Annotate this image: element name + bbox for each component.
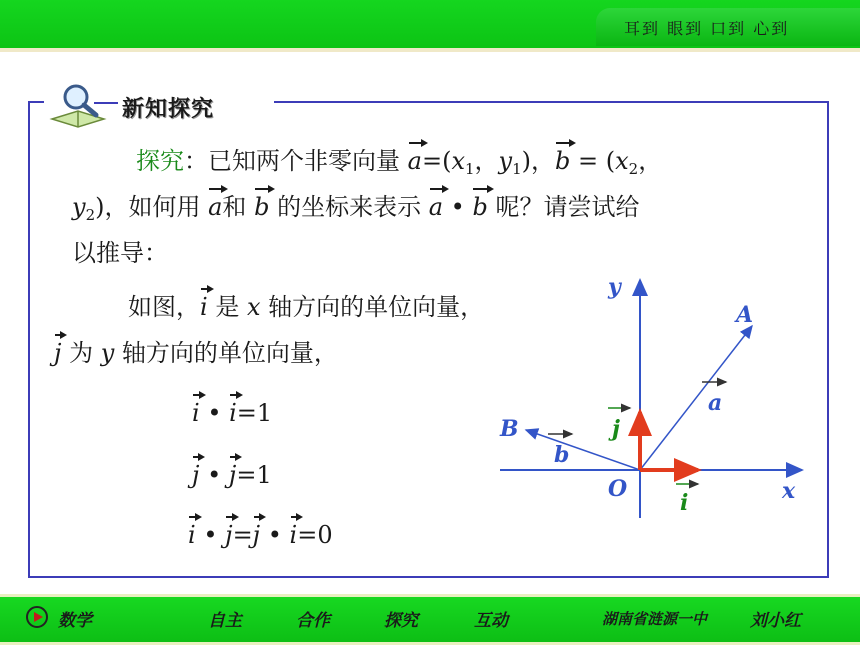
explore-line-3: 以推导：	[72, 239, 168, 267]
text: ：已知两个非零向量	[184, 147, 408, 175]
var-y: y	[100, 339, 115, 367]
var-y: y	[498, 147, 513, 175]
var-x: x	[451, 147, 465, 175]
point-b-label: B	[500, 416, 519, 442]
var-x: x	[246, 293, 261, 321]
subscript: 1	[464, 160, 475, 178]
vector-j: j	[228, 461, 237, 489]
vector-b-label: b	[554, 442, 570, 468]
vector-b: b	[254, 193, 270, 221]
vector-i: i	[289, 521, 298, 549]
vector-i-label: i	[680, 490, 689, 516]
text: =	[232, 521, 253, 549]
dot: •	[199, 461, 229, 489]
explain-line-1	[128, 292, 484, 322]
origin-label: O	[608, 476, 628, 502]
text: =(	[421, 147, 452, 175]
text: 轴方向的单位向量，	[260, 293, 485, 321]
text: ，	[638, 147, 663, 175]
formula-i-dot-i	[192, 398, 272, 428]
footer-school: 湖南省涟源一中	[602, 610, 708, 628]
explore-label: 探究	[136, 147, 184, 175]
subscript: 2	[85, 206, 96, 224]
dot: •	[199, 399, 230, 427]
text: 轴方向的单位向量，	[114, 339, 338, 367]
slogan: 耳到 眼到 口到 心到	[624, 19, 790, 38]
vector-j: j	[225, 521, 233, 549]
text: =1	[236, 399, 273, 427]
vector-a-arrow	[640, 326, 752, 470]
var-x: x	[615, 147, 629, 175]
subscript: 2	[628, 160, 639, 178]
vector-i: i	[188, 521, 196, 549]
text: )，	[521, 147, 556, 175]
play-icon[interactable]	[26, 606, 48, 628]
vector-b-arrow	[526, 430, 640, 470]
formula-j-dot-j	[192, 460, 272, 490]
bottom-banner	[0, 594, 860, 645]
text: = (	[570, 147, 616, 175]
y-axis-label: y	[608, 274, 621, 300]
footer-divider-top	[0, 594, 860, 597]
vector-a: a	[428, 193, 444, 221]
vector-i: i	[200, 293, 208, 321]
footer-subject[interactable]: 数学	[58, 611, 92, 631]
vector-a: a	[208, 193, 223, 221]
vector-a: a	[407, 147, 422, 175]
text: 和	[222, 193, 255, 221]
dot: •	[260, 521, 290, 549]
explain-line-2	[54, 338, 338, 368]
text: )，如何用	[95, 193, 209, 221]
x-axis-label: x	[782, 478, 796, 504]
nav-tanjiu[interactable]: 探究	[384, 611, 418, 631]
coordinate-diagram	[490, 270, 820, 530]
text: 如图，	[128, 293, 200, 321]
point-a-label: A	[736, 302, 754, 328]
vector-a-label: a	[708, 390, 723, 416]
top-divider	[0, 48, 860, 52]
magnifier-book-icon	[48, 81, 120, 129]
vector-b: b	[555, 147, 571, 175]
text: 呢？请尝试给	[487, 193, 640, 221]
explore-line-1	[136, 146, 662, 184]
vector-i: i	[229, 399, 237, 427]
text: =1	[236, 461, 272, 489]
text: 为	[61, 339, 101, 367]
dot: •	[443, 193, 473, 221]
explore-line-2	[72, 192, 639, 230]
vector-j: j	[192, 461, 200, 489]
vector-j: j	[252, 521, 261, 549]
formula-i-dot-j	[188, 520, 333, 550]
nav-hudong[interactable]: 互动	[474, 611, 508, 631]
section-title: 新知探究	[122, 97, 215, 122]
vector-j-label: j	[612, 416, 620, 442]
vector-i: i	[192, 399, 200, 427]
text: 是	[207, 293, 247, 321]
nav-zizhu[interactable]: 自主	[208, 611, 242, 631]
var-y: y	[72, 193, 86, 221]
text: ，	[474, 147, 499, 175]
footer-author: 刘小红	[750, 611, 801, 631]
dot: •	[195, 521, 226, 549]
text: 的坐标来表示	[269, 193, 429, 221]
vector-b: b	[472, 193, 488, 221]
text: =0	[297, 521, 333, 549]
nav-hezuo[interactable]: 合作	[296, 611, 330, 631]
subscript: 1	[512, 160, 522, 178]
vector-j: j	[54, 339, 62, 367]
